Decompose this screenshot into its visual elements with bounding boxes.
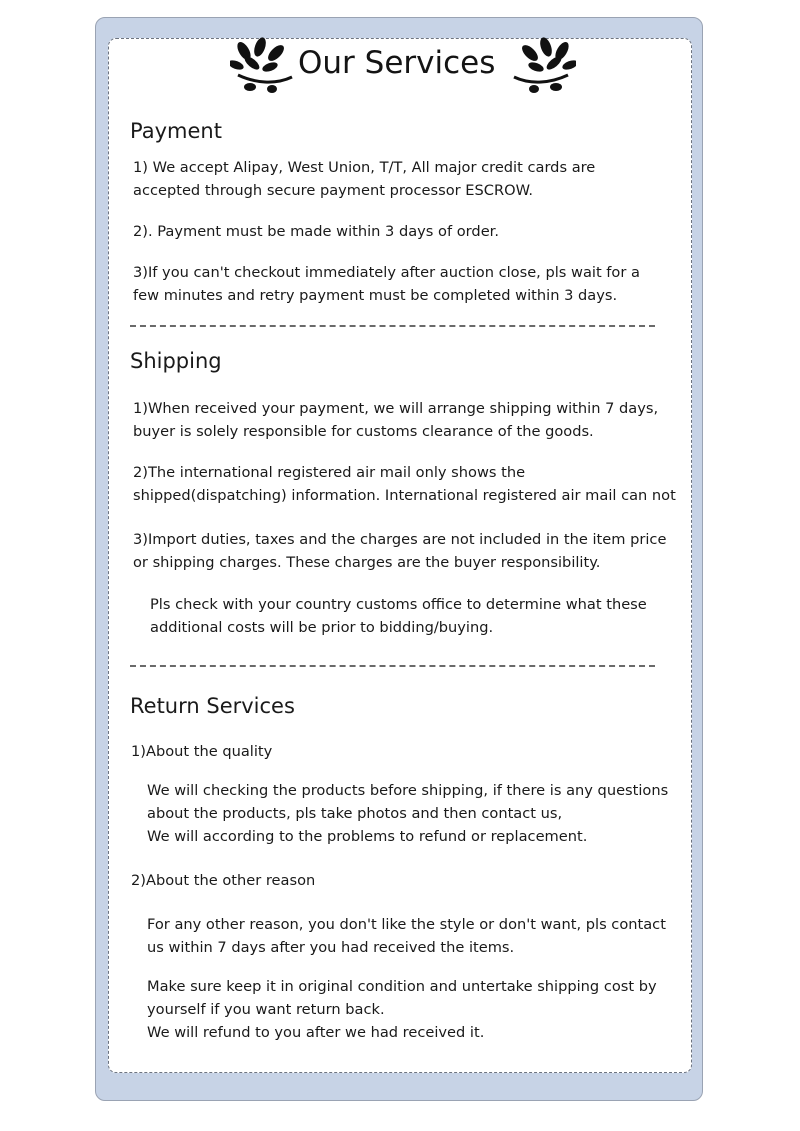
returns-condition-text: Make sure keep it in original condition and untertake shipping cost by yourself if you want return back. We will refund to you after we had received it. [147,978,657,1041]
returns-other-text: For any other reason, you don't like the style or don't want, pls contact us within 7 days after you had received the items. [147,916,666,956]
payment-item-1: 1) We accept Alipay, West Union, T/T, All major credit cards are accepted through secure payment processor ESCROW. [133,159,596,199]
shipping-note: Pls check with your country customs office to determine what these additional costs will be prior to bidding/buying. [150,596,647,636]
returns-quality-text: We will checking the products before shipping, if there is any questions about the products, pls take photos and then contact us, We will according to the problems to refund or replacement. [147,782,669,845]
left-leaf-ornament-icon [230,35,300,95]
payment-heading: Payment [130,119,222,143]
shipping-heading: Shipping [130,349,222,373]
returns-other-label: 2)About the other reason [131,872,316,889]
services-header [230,35,576,95]
payment-item-2: 2). Payment must be made within 3 days of order. [133,223,499,240]
payment-item-3: 3)If you can't checkout immediately after auction close, pls wait for a few minutes and retry payment must be completed within 3 days. [133,264,640,304]
right-leaf-ornament-icon [506,35,576,95]
shipping-item-1: 1)When received your payment, we will arrange shipping within 7 days, buyer is solely responsible for customs clearance of the goods. [133,400,659,440]
shipping-item-3: 3)Import duties, taxes and the charges are not included in the item price or shipping charges. These charges are the buyer responsibility. [133,531,667,571]
section-divider [130,325,655,327]
returns-heading: Return Services [130,694,295,718]
shipping-item-2: 2)The international registered air mail only shows the shipped(dispatching) information. International registered air mail can not [133,464,676,504]
page-title: Our Services [298,45,496,81]
section-divider [130,665,655,667]
returns-quality-label: 1)About the quality [131,743,273,760]
